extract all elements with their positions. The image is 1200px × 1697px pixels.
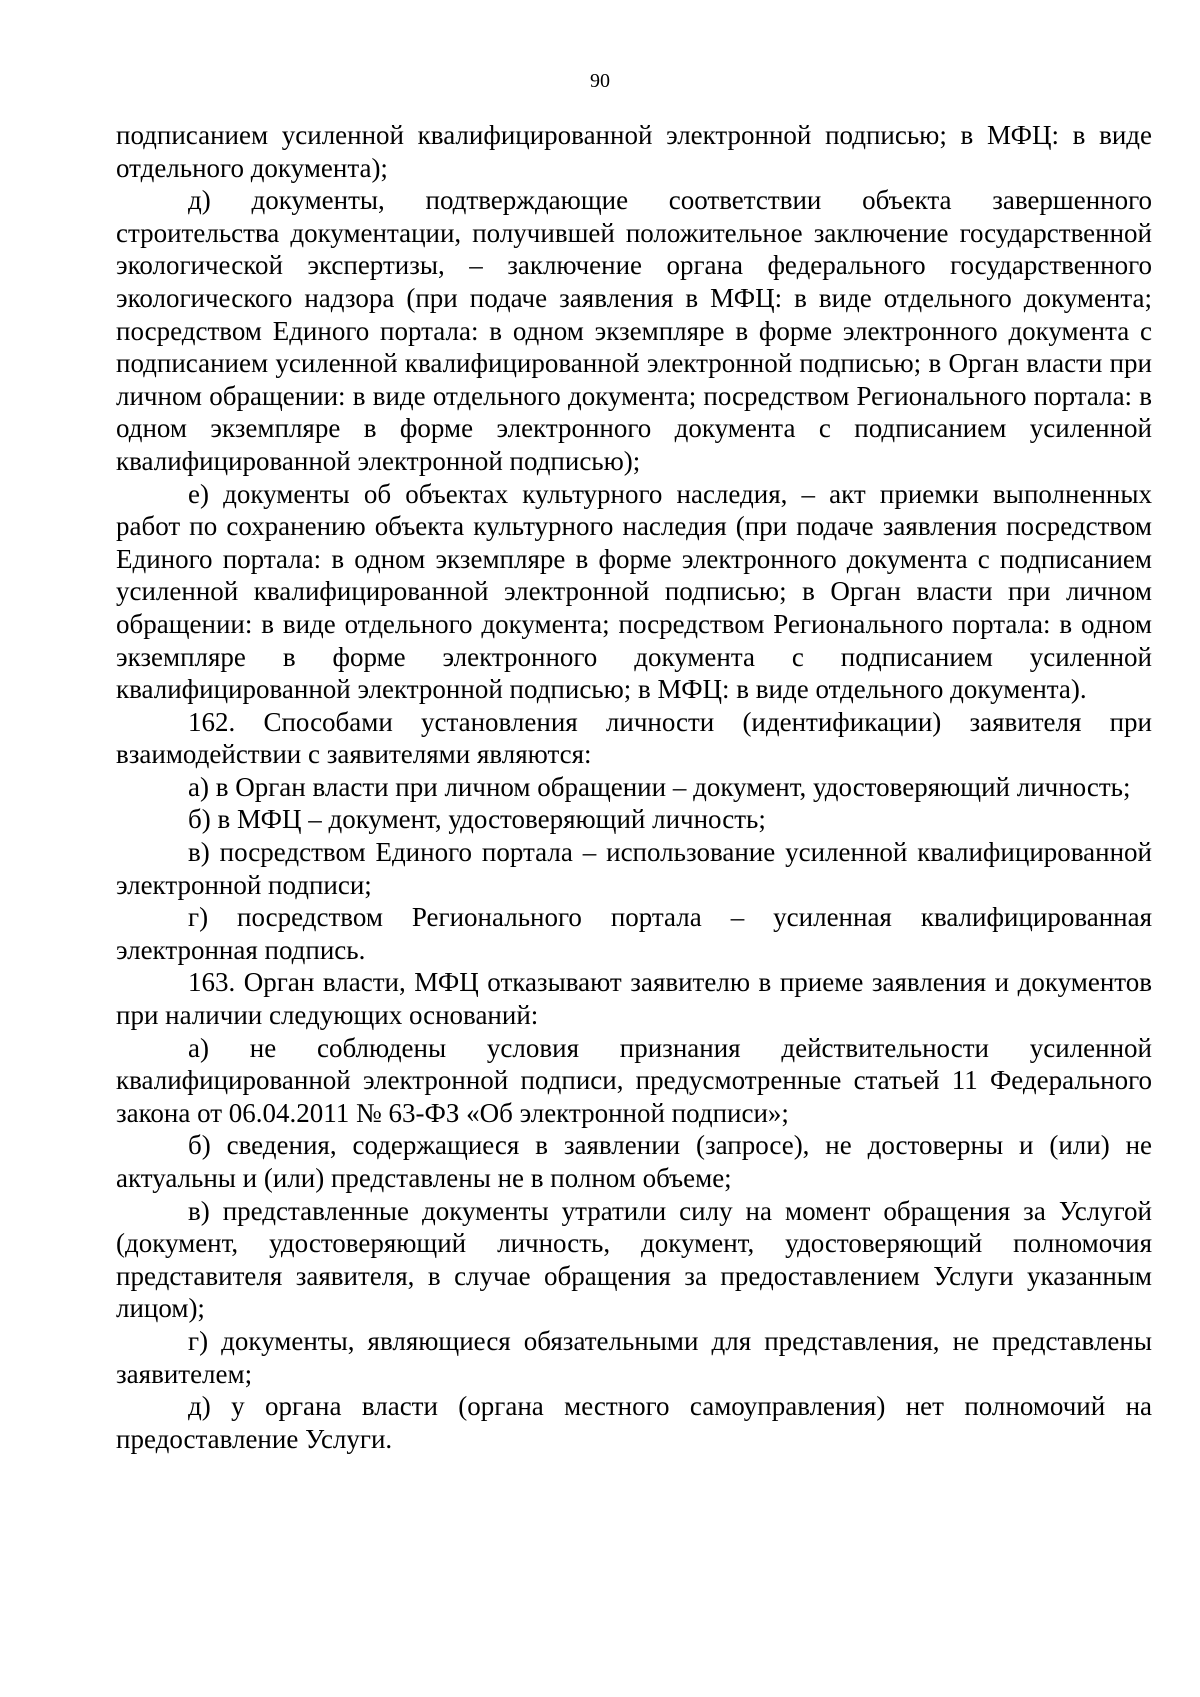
paragraph-item-d-environmental-docs: д) документы, подтверждающие соответствии объекта завершенного строительства документации, получившей положительное заключение государственной экологической экспертизы, – заключение органа федерального государственного экологического надзора (при подаче заявления в МФЦ: в виде отдельного документа; посредством Единого портала: в одном экземпляре в форме электронного документа с подписанием усиленной квалифицированной электронной подписью; в Орган власти при личном обращении: в виде отдельного документа; посредством Регионального портала: в одном экземпляре в форме электронного документа с подписанием усиленной квалифицированной электронной подписью); — [116, 185, 1152, 476]
paragraph-162-item-b: б) в МФЦ – документ, удостоверяющий личность; — [188, 804, 766, 835]
paragraph-continuation: подписанием усиленной квалифицированной электронной подписью; в МФЦ: в виде отдельного документа); — [116, 120, 1152, 183]
paragraph-163-item-v: в) представленные документы утратили силу на момент обращения за Услугой (документ, удостоверяющий личность, документ, удостоверяющий полномочия представителя заявителя, в случае обращения за предоставлением Услуги указанным лицом); — [116, 1195, 1152, 1324]
paragraph-163-item-b: б) сведения, содержащиеся в заявлении (запросе), не достоверны и (или) не актуальны и (или) представлены не в полном объеме; — [116, 1130, 1152, 1193]
paragraph-163-refusal-grounds: 163. Орган власти, МФЦ отказывают заявителю в приеме заявления и документов при наличии следующих оснований: — [116, 967, 1152, 1031]
page-number: 90 — [590, 70, 610, 92]
paragraph-162-item-g: г) посредством Регионального портала – усиленная квалифицированная электронная подпись. — [116, 902, 1152, 965]
paragraph-163-item-g: г) документы, являющиеся обязательными для представления, не представлены заявителем; — [116, 1325, 1152, 1389]
paragraph-162-item-v: в) посредством Единого портала – использование усиленной квалифицированной электронной подписи; — [116, 837, 1152, 900]
paragraph-162-item-a: а) в Орган власти при личном обращении – документ, удостоверяющий личность; — [188, 771, 1131, 802]
paragraph-162-identification-methods: 162. Способами установления личности (идентификации) заявителя при взаимодействии с заявителями являются: — [116, 706, 1152, 770]
paragraph-163-item-a: а) не соблюдены условия признания действительности усиленной квалифицированной электронной подписи, предусмотренные статьей 11 Федерального закона от 06.04.2011 № 63-ФЗ «Об электронной подписи»; — [116, 1032, 1152, 1128]
document-body — [116, 119, 1152, 1455]
paragraph-item-e-cultural-heritage-docs: е) документы об объектах культурного наследия, – акт приемки выполненных работ по сохранению объекта культурного наследия (при подаче заявления посредством Единого портала: в одном экземпляре в форме электронного документа с подписанием усиленной квалифицированной электронной подписью; в Орган власти при личном обращении: в виде отдельного документа; посредством Регионального портала: в одном экземпляре в форме электронного документа с подписанием усиленной квалифицированной электронной подписью; в МФЦ: в виде отдельного документа). — [116, 478, 1152, 705]
paragraph-163-item-d: д) у органа власти (органа местного самоуправления) нет полномочий на предоставление Услуги. — [116, 1391, 1152, 1454]
